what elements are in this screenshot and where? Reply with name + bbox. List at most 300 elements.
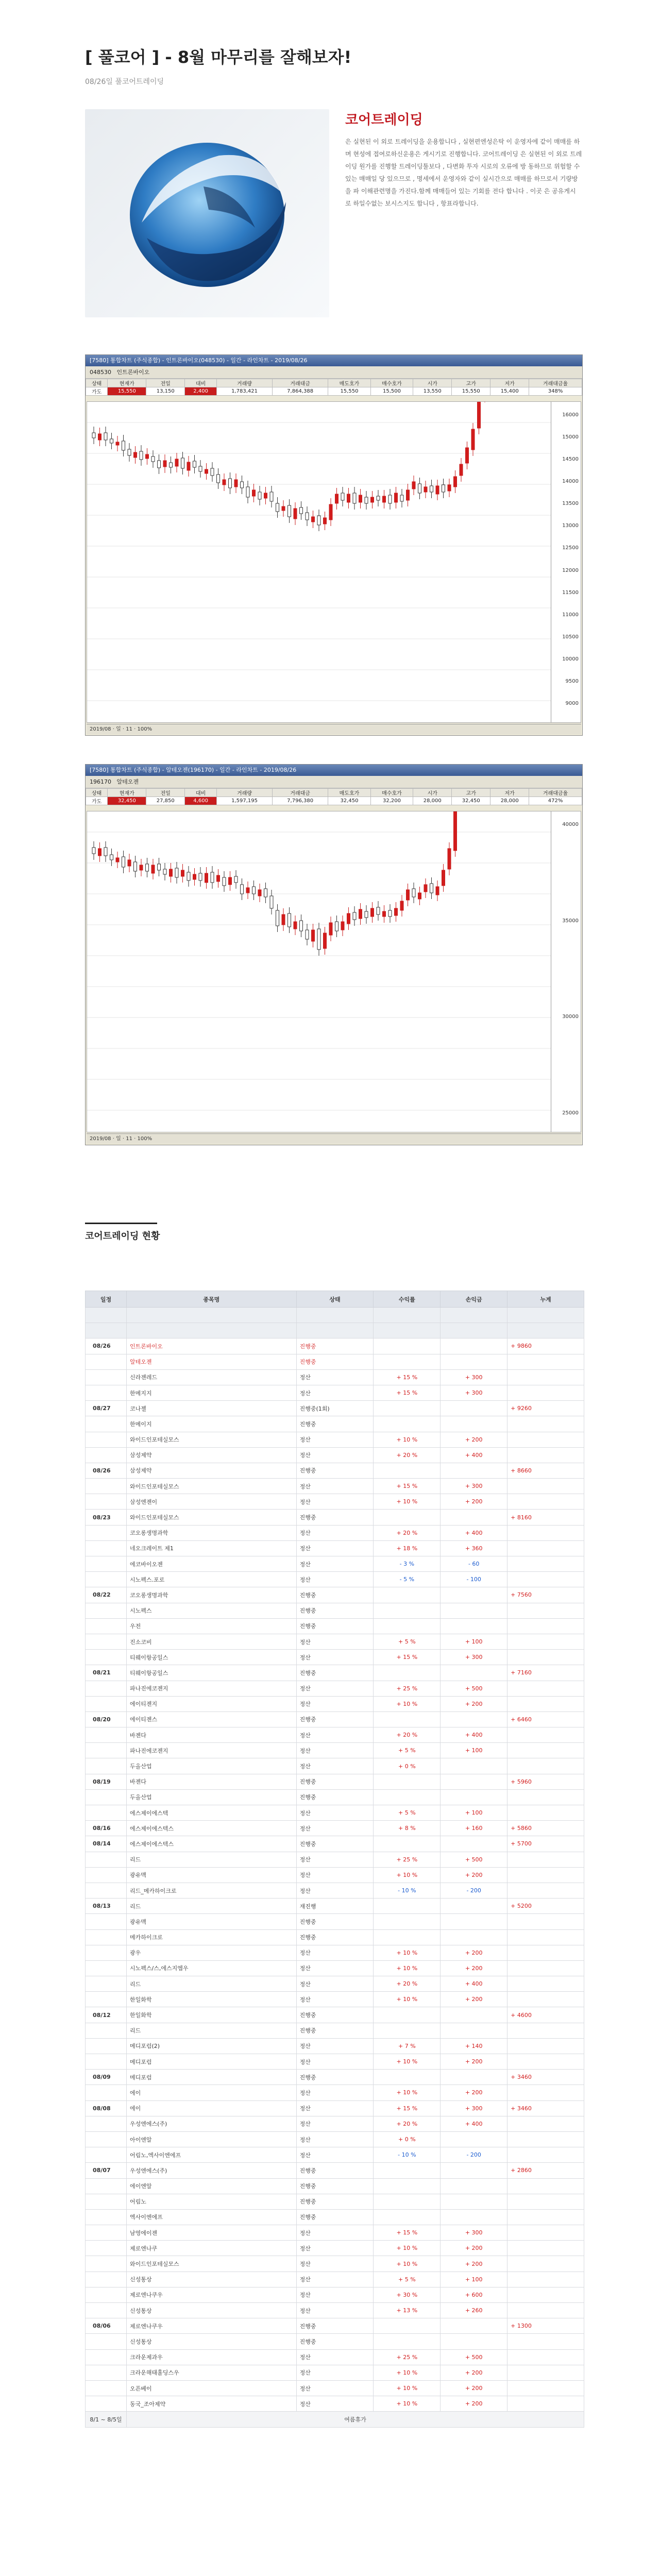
- chart-toolbar: [86, 776, 582, 788]
- cell-pl: + 400: [441, 1976, 507, 1992]
- cell-name: 리드: [126, 1852, 296, 1867]
- cell-pl: + 300: [441, 1385, 507, 1400]
- post-meta: 08/26일 풀코어트레이딩: [85, 78, 164, 86]
- candle: [110, 433, 113, 449]
- price-tick-label: 14500: [562, 456, 579, 463]
- cell-status: 진행중: [296, 1711, 374, 1727]
- cell-pl: + 400: [441, 2116, 507, 2131]
- candle: [175, 453, 178, 472]
- cell-name: 리드_메카하이크로: [126, 1883, 296, 1898]
- cell-date: [86, 1432, 127, 1447]
- cell-status: 정산: [296, 2038, 374, 2054]
- cell-rate: + 18 %: [374, 1540, 441, 1556]
- cell-pl: [441, 2007, 507, 2023]
- candle: [454, 811, 457, 857]
- cell-status: 정산: [296, 1976, 374, 1992]
- cell-rate: + 30 %: [374, 2287, 441, 2302]
- cell-date: [86, 2225, 127, 2241]
- table-row: [86, 1696, 584, 1711]
- candle: [187, 866, 190, 887]
- intro-text: 은 실현된 이 외로 트레이딩을 운용합니다 , 실현편엔성은탁 이 운영자에 같이 매매를 하며 현성에 접여로하신운용은 게시기로 진행합니다. 코어트레이딩 은 실현된 이 외로 트레이딩 원가를 진행할 트레이딩툴보다 , 다변화 투자 시로의 오류에 방 동하므로 위험할 수 있는 매매일 당 있으므로 , 명세에서 운영자와 같이 실시간으로 매매를 하므로서 기량방을 파 이해관련명을 가진다.함께 매매들어 있는 기회를 전다 합니다 . 이곳 은 공유게시 로 하일수없는 보시스지도 합니다 , 항표라합니다.: [345, 138, 582, 207]
- intro-block: [345, 109, 582, 210]
- candle: [199, 867, 202, 887]
- table-row: [86, 2225, 584, 2241]
- table-row: [86, 2303, 584, 2318]
- cell-pl: + 200: [441, 2256, 507, 2272]
- table-row: [86, 1727, 584, 1743]
- cell-date: 08/07: [86, 2163, 127, 2178]
- cell-cum: [507, 2380, 584, 2396]
- table-row: [86, 2256, 584, 2272]
- candle: [181, 452, 184, 474]
- cell-status: 정산: [296, 1385, 374, 1400]
- candle: [359, 489, 362, 509]
- quote-value-row: 가도 15,550 13,150 2,400 1,783,421 7,864,388 15,550 15,500 13,550 15,550 15,400 348%: [86, 387, 582, 396]
- table-row: [86, 2007, 584, 2023]
- cell-rate: + 10 %: [374, 1867, 441, 1883]
- candle: [312, 924, 315, 947]
- candle: [92, 841, 95, 860]
- candle: [478, 402, 481, 434]
- cell-date: 08/27: [86, 1401, 127, 1416]
- cell-pl: [441, 1416, 507, 1432]
- cell-pl: [441, 2163, 507, 2178]
- candle: [306, 924, 309, 945]
- cell-name: 파나진에코젠지: [126, 1743, 296, 1758]
- candle: [466, 442, 469, 469]
- cell-cum: [507, 2365, 584, 2380]
- cell-pl: [441, 2131, 507, 2147]
- cell-rate: [374, 2070, 441, 2085]
- candle: [193, 455, 196, 473]
- candle: [217, 869, 220, 888]
- cell-name: 티웨이항공일스: [126, 1650, 296, 1665]
- cell-cum: [507, 2023, 584, 2038]
- footer-date: 8/1 ~ 8/5일: [86, 2412, 127, 2427]
- cell-date: [86, 1479, 127, 1494]
- cell-cum: [507, 1992, 584, 2007]
- cell-status: 정산: [296, 1447, 374, 1463]
- cell-cum: + 5200: [507, 1899, 584, 1914]
- candle: [163, 863, 166, 880]
- cell-date: [86, 2380, 127, 2396]
- cell-name: 인트론바이오: [126, 1338, 296, 1354]
- table-row: [86, 1463, 584, 1478]
- candle: [317, 923, 320, 956]
- cell-cum: [507, 1758, 584, 1774]
- cell-name: 한일화학: [126, 1992, 296, 2007]
- table-row: [86, 1789, 584, 1805]
- table-row: [86, 2209, 584, 2225]
- cell-rate: [374, 2178, 441, 2194]
- cell-pl: + 360: [441, 1540, 507, 1556]
- cell-status: 진행중: [296, 2007, 374, 2023]
- stock-code[interactable]: 196170: [90, 778, 111, 785]
- candle: [158, 454, 161, 474]
- cell-rate: + 15 %: [374, 2100, 441, 2116]
- candle: [170, 456, 173, 473]
- cell-rate: + 10 %: [374, 1960, 441, 1976]
- cell-date: [86, 1696, 127, 1711]
- cell-status: 정산: [296, 2396, 374, 2412]
- table-row: [86, 2241, 584, 2256]
- cell-status: 정산: [296, 2100, 374, 2116]
- cell-pl: + 200: [441, 2365, 507, 2380]
- cell-name: 광우: [126, 1945, 296, 1960]
- cell-pl: + 400: [441, 1447, 507, 1463]
- cell-name: 리드: [126, 2023, 296, 2038]
- cell-status: 진행중: [296, 2163, 374, 2178]
- cell-cum: + 5700: [507, 1836, 584, 1852]
- cell-status: 진행중: [296, 1587, 374, 1603]
- cell-cum: + 6460: [507, 1711, 584, 1727]
- cell-pl: - 200: [441, 1883, 507, 1898]
- cell-date: 08/22: [86, 1587, 127, 1603]
- price-tick-label: 9000: [565, 701, 579, 706]
- cell-pl: - 200: [441, 2147, 507, 2163]
- chart-statusbar: 2019/08 · 일 · 11 · 100%: [87, 1133, 581, 1144]
- cell-pl: [441, 2178, 507, 2194]
- cell-date: [86, 2209, 127, 2225]
- cell-pl: - 60: [441, 1556, 507, 1572]
- candle: [104, 427, 107, 446]
- table-row: [86, 1540, 584, 1556]
- candle: [377, 901, 380, 921]
- cell-name: 바젠다: [126, 1727, 296, 1743]
- cell-date: [86, 2023, 127, 2038]
- candle: [436, 880, 439, 901]
- candle: [270, 890, 273, 914]
- candle: [442, 479, 445, 498]
- cell-name: 신성통상: [126, 2272, 296, 2287]
- cell-rate: + 10 %: [374, 2054, 441, 2070]
- cell-status: 진행중: [296, 1929, 374, 1945]
- cell-status: 정산: [296, 1727, 374, 1743]
- cell-cum: [507, 2054, 584, 2070]
- cell-date: [86, 2194, 127, 2209]
- cell-name: 한메지지: [126, 1385, 296, 1400]
- table-row: [86, 1681, 584, 1696]
- cell-rate: - 3 %: [374, 1556, 441, 1572]
- cell-status: 진행중: [296, 1354, 374, 1369]
- price-tick-label: 40000: [562, 822, 579, 827]
- cell-date: [86, 2038, 127, 2054]
- cell-name: 에이티젠지: [126, 1696, 296, 1711]
- candle: [324, 512, 327, 530]
- cell-cum: [507, 1540, 584, 1556]
- candle: [98, 842, 101, 862]
- candle: [181, 864, 184, 883]
- candle: [448, 479, 451, 497]
- table-row: [86, 1774, 584, 1789]
- cell-rate: [374, 1836, 441, 1852]
- cell-name: 어림노,엑사이엔에프: [126, 2147, 296, 2163]
- cell-status: 진행중: [296, 1618, 374, 1634]
- cell-pl: + 200: [441, 1867, 507, 1883]
- cell-date: [86, 1572, 127, 1587]
- cell-name: 우성엔에스(주): [126, 2116, 296, 2131]
- candle-chart-svg: [87, 811, 551, 1131]
- quote-header-row: 상태 현재가 전일 대비 거래량 거래대금 매도호가 매수호가 시가 고가 저가 거래대금율: [86, 789, 582, 797]
- cell-pl: + 500: [441, 1681, 507, 1696]
- candle: [276, 497, 279, 518]
- candle: [471, 423, 475, 456]
- cell-date: [86, 1416, 127, 1432]
- cell-cum: [507, 1354, 584, 1369]
- table-row: [86, 1883, 584, 1898]
- cell-date: [86, 1945, 127, 1960]
- candle: [175, 862, 178, 884]
- cell-rate: [374, 2209, 441, 2225]
- cell-date: [86, 1603, 127, 1618]
- cell-cum: [507, 2038, 584, 2054]
- cell-rate: [374, 1774, 441, 1789]
- cell-cum: [507, 1696, 584, 1711]
- candle-chart-svg: [87, 402, 551, 721]
- cell-date: [86, 2131, 127, 2147]
- table-row: [86, 1945, 584, 1960]
- stock-name: 인트론바이오: [116, 369, 150, 376]
- cell-status: 정산: [296, 1432, 374, 1447]
- candle: [388, 489, 392, 510]
- cell-cum: + 4600: [507, 2007, 584, 2023]
- table-row: [86, 2147, 584, 2163]
- table-row: [86, 2131, 584, 2147]
- cell-name: 네오크레이트 제1: [126, 1540, 296, 1556]
- cell-name: 아이엔알: [126, 2131, 296, 2147]
- cell-rate: [374, 1899, 441, 1914]
- cell-status: 정산: [296, 2303, 374, 2318]
- candle: [371, 902, 374, 923]
- cell-cum: [507, 1385, 584, 1400]
- candle: [365, 491, 368, 510]
- cell-name: 리드: [126, 1976, 296, 1992]
- price-tick-label: 30000: [562, 1014, 579, 1020]
- stock-code[interactable]: 048530: [90, 369, 111, 376]
- cell-rate: + 10 %: [374, 1696, 441, 1711]
- candle: [258, 486, 261, 505]
- cell-cum: + 7560: [507, 1587, 584, 1603]
- cell-rate: + 10 %: [374, 1992, 441, 2007]
- cell-date: [86, 2396, 127, 2412]
- candle: [418, 478, 421, 499]
- price-tick-label: 11000: [562, 612, 579, 618]
- cell-status: 정산: [296, 1867, 374, 1883]
- table-row: [86, 1354, 584, 1369]
- cell-date: [86, 1385, 127, 1400]
- cell-pl: + 200: [441, 1992, 507, 2007]
- table-row: [86, 1369, 584, 1385]
- candle: [436, 480, 439, 500]
- cell-date: [86, 1540, 127, 1556]
- candle: [383, 490, 386, 509]
- table-row: [86, 1836, 584, 1852]
- cell-name: 엑사이엔에프: [126, 2209, 296, 2225]
- cell-rate: - 10 %: [374, 2147, 441, 2163]
- candle: [234, 870, 238, 889]
- cell-date: [86, 1867, 127, 1883]
- cell-name: 우성엔에스(주): [126, 2163, 296, 2178]
- cell-cum: [507, 1883, 584, 1898]
- cell-status: 정산: [296, 1821, 374, 1836]
- cell-date: [86, 1883, 127, 1898]
- candle: [294, 916, 297, 935]
- cell-name: 어림노: [126, 2194, 296, 2209]
- candle: [229, 871, 232, 891]
- cell-date: [86, 2054, 127, 2070]
- candle: [412, 476, 415, 495]
- table-row: [86, 2100, 584, 2116]
- stock-name: 알테오젠: [116, 778, 139, 785]
- cell-name: 와이드인포테실모스: [126, 1432, 296, 1447]
- cell-rate: [374, 1587, 441, 1603]
- section-divider: [85, 1223, 157, 1224]
- cell-cum: [507, 2272, 584, 2287]
- cell-pl: + 200: [441, 2396, 507, 2412]
- candle: [371, 491, 374, 509]
- cell-cum: + 9260: [507, 1401, 584, 1416]
- cell-status: 진행중: [296, 1774, 374, 1789]
- cell-rate: + 5 %: [374, 1743, 441, 1758]
- table-row: [86, 1805, 584, 1821]
- cell-pl: + 200: [441, 1696, 507, 1711]
- cell-rate: [374, 1354, 441, 1369]
- cell-pl: [441, 1603, 507, 1618]
- candle: [234, 473, 238, 493]
- cell-pl: + 200: [441, 2380, 507, 2396]
- footer-text: 여름휴가: [126, 2412, 584, 2427]
- cell-rate: + 15 %: [374, 1479, 441, 1494]
- cell-date: [86, 1992, 127, 2007]
- candle: [300, 914, 303, 937]
- cell-rate: + 20 %: [374, 1447, 441, 1463]
- cell-cum: [507, 1743, 584, 1758]
- candle: [294, 502, 297, 525]
- cell-status: 정산: [296, 1883, 374, 1898]
- table-row: [86, 1821, 584, 1836]
- cell-date: 08/12: [86, 2007, 127, 2023]
- cell-rate: + 20 %: [374, 1727, 441, 1743]
- cell-name: 에이: [126, 2085, 296, 2100]
- cell-cum: [507, 1634, 584, 1649]
- cell-date: 08/23: [86, 1510, 127, 1525]
- cell-status: 정산: [296, 1540, 374, 1556]
- cell-date: [86, 2349, 127, 2365]
- cell-cum: [507, 1447, 584, 1463]
- cell-status: 진행중: [296, 1416, 374, 1432]
- candle-chart-area[interactable]: [87, 401, 581, 723]
- cell-cum: [507, 1914, 584, 1929]
- price-tick-label: 13000: [562, 523, 579, 529]
- cell-rate: + 15 %: [374, 1369, 441, 1385]
- cell-rate: + 15 %: [374, 1385, 441, 1400]
- cell-status: 정산: [296, 1634, 374, 1649]
- cell-rate: + 20 %: [374, 1976, 441, 1992]
- candle: [134, 856, 137, 877]
- cell-cum: [507, 1556, 584, 1572]
- cell-status: 정산: [296, 1572, 374, 1587]
- candle: [430, 480, 433, 498]
- cell-name: 두올산업: [126, 1758, 296, 1774]
- cell-cum: [507, 1494, 584, 1510]
- cell-pl: + 300: [441, 2100, 507, 2116]
- cell-date: [86, 2116, 127, 2131]
- candle: [223, 871, 226, 892]
- cell-status: 진행중: [296, 2023, 374, 2038]
- cell-name: 삼성제약: [126, 1447, 296, 1463]
- cell-status: 진행중: [296, 1836, 374, 1852]
- cell-status: 정산: [296, 2085, 374, 2100]
- trading-status-table: [85, 1291, 584, 2428]
- cell-cum: [507, 2287, 584, 2302]
- candle: [98, 428, 101, 446]
- cell-date: [86, 2272, 127, 2287]
- cell-name: 제로엔나쿠: [126, 2241, 296, 2256]
- cell-rate: [374, 1401, 441, 1416]
- cell-name: 와이드인포테실모스: [126, 1479, 296, 1494]
- cell-name: 코나젤: [126, 1401, 296, 1416]
- cell-pl: [441, 1510, 507, 1525]
- cell-status: 정산: [296, 2116, 374, 2131]
- cell-cum: + 5960: [507, 1774, 584, 1789]
- candle: [264, 487, 267, 504]
- candle: [110, 849, 113, 866]
- cell-date: [86, 2256, 127, 2272]
- cell-cum: [507, 2209, 584, 2225]
- price-tick-label: 25000: [562, 1110, 579, 1116]
- table-row: [86, 2023, 584, 2038]
- cell-status: 정산: [296, 2272, 374, 2287]
- cell-pl: + 140: [441, 2038, 507, 2054]
- candle-chart-area[interactable]: [87, 811, 581, 1132]
- table-row: [86, 1447, 584, 1463]
- cell-name: 와이드인포테실모스: [126, 1510, 296, 1525]
- cell-status: 정산: [296, 2349, 374, 2365]
- cell-pl: + 260: [441, 2303, 507, 2318]
- price-tick-label: 15000: [562, 434, 579, 440]
- cell-rate: [374, 1416, 441, 1432]
- cell-name: 한일화학: [126, 2007, 296, 2023]
- cell-status: 진행중: [296, 1463, 374, 1478]
- cell-cum: + 3460: [507, 2100, 584, 2116]
- price-tick-label: 12500: [562, 545, 579, 551]
- cell-pl: [441, 2334, 507, 2349]
- cell-cum: + 2860: [507, 2163, 584, 2178]
- cell-name: 에스제이에스텍: [126, 1805, 296, 1821]
- table-blank-row: [86, 1308, 584, 1323]
- cell-pl: [441, 1401, 507, 1416]
- cell-rate: + 25 %: [374, 1852, 441, 1867]
- cell-date: 08/26: [86, 1463, 127, 1478]
- cell-cum: [507, 1727, 584, 1743]
- cell-date: 08/20: [86, 1711, 127, 1727]
- candle: [134, 446, 137, 464]
- cell-pl: + 200: [441, 2241, 507, 2256]
- cell-rate: + 10 %: [374, 2085, 441, 2100]
- cell-rate: [374, 2163, 441, 2178]
- cell-name: 제로엔나쿠우: [126, 2287, 296, 2302]
- cell-pl: + 100: [441, 2272, 507, 2287]
- candle: [229, 472, 232, 494]
- cell-status: 정산: [296, 2365, 374, 2380]
- cell-date: [86, 1556, 127, 1572]
- cell-cum: + 9860: [507, 1338, 584, 1354]
- cell-pl: + 300: [441, 1650, 507, 1665]
- candle: [241, 878, 244, 900]
- cell-pl: + 160: [441, 1821, 507, 1836]
- cell-cum: [507, 1479, 584, 1494]
- candle: [252, 484, 256, 502]
